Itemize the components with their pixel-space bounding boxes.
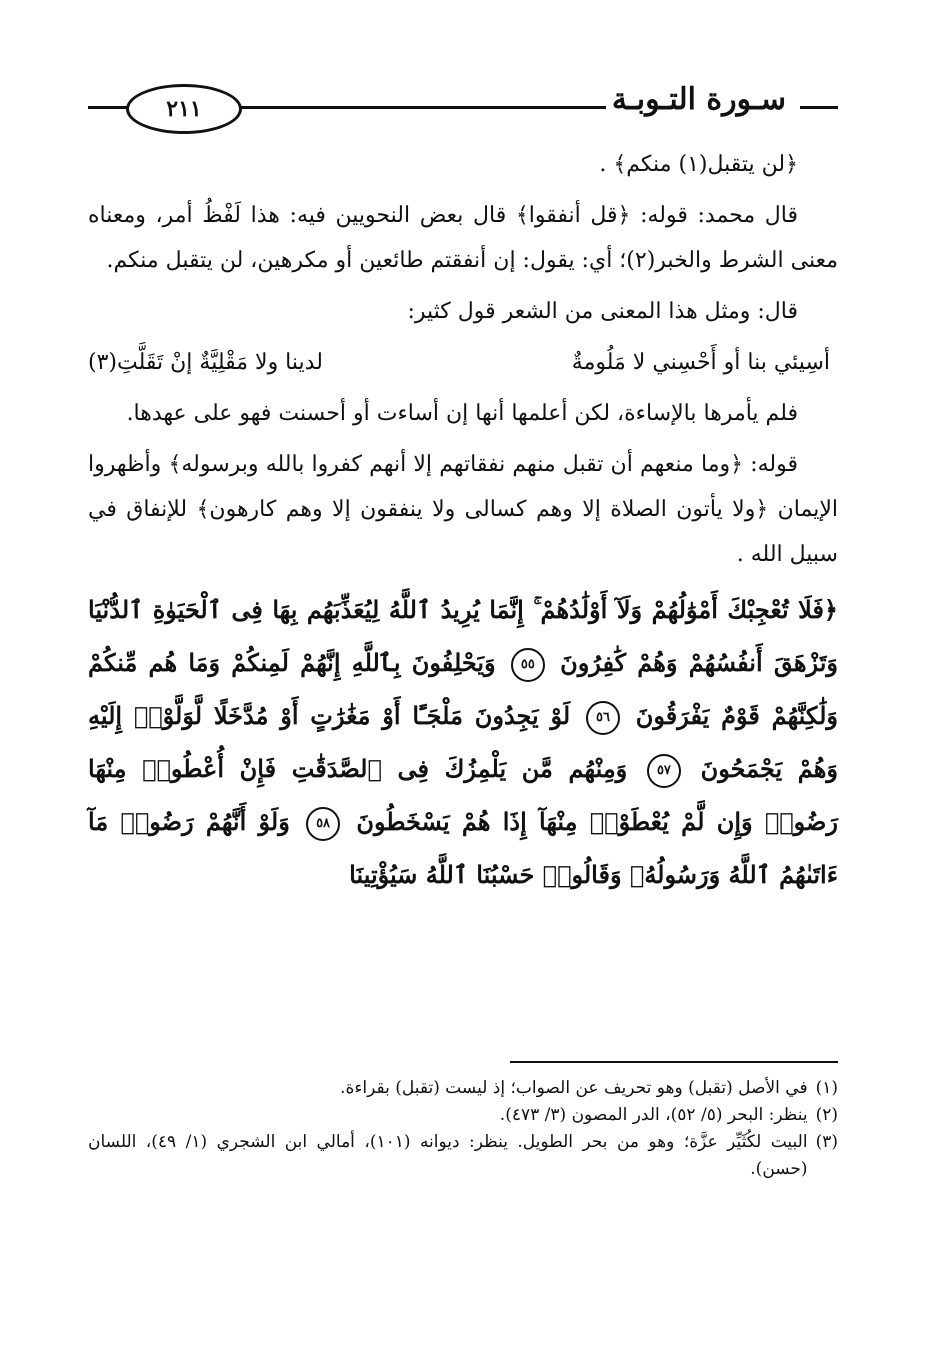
surah-title: سـورة التـوبـة bbox=[606, 82, 792, 117]
paragraph: فلم يأمرها بالإساءة، لكن أعلمها أنها إن أساءت أو أحسنت فهو على عهدها. bbox=[126, 401, 798, 426]
running-header bbox=[88, 78, 838, 134]
footnote-number: (١) bbox=[815, 1078, 838, 1098]
page bbox=[88, 78, 838, 901]
footnotes bbox=[88, 1075, 838, 1183]
paragraph: قال محمد: قوله: ﴿قل أنفقوا﴾ قال بعض النحويين فيه: هذا لَفْظُ أمر، ومعناه معنى الشرط والخبر(٢)؛ أي: يقول: إن أنفقتم طائعين أو مكرهين، لن يتقبل منكم. bbox=[88, 203, 838, 273]
verse-first-hemistich: أسِيئي بنا أو أَحْسِني لا مَلُومةٌ bbox=[571, 350, 830, 375]
footnote-text: ينظر: البحر (٥/ ٥٢)، الدر المصون (٣/ ٤٧٣). bbox=[499, 1105, 808, 1125]
quran-segment: وَلَوْ أَنَّهُمْ رَضُوا۟ مَآ ءَاتَىٰهُمُ ٱللَّهُ وَرَسُولُهُۥ وَقَالُوا۟ حَسْبُنَا ٱللَّهُ سَيُؤْتِينَا bbox=[88, 807, 838, 889]
footnote-text: في الأصل (تقبل) وهو تحريف عن الصواب؛ إذ ليست (تقبل) بقراءة. bbox=[340, 1078, 808, 1098]
quran-segment: ﴿فَلَا تُعْجِبْكَ أَمْوَٰلُهُمْ وَلَآ أَوْلَٰدُهُمْ ۚ إِنَّمَا يُرِيدُ ٱللَّهُ لِيُعَذِّبَهُم بِهَا فِى ٱلْحَيَوٰةِ ٱلدُّنْيَا وَتَزْهَقَ أَنفُسُهُمْ وَهُمْ كَٰفِرُونَ bbox=[88, 595, 839, 677]
footnote-text: البيت لكُثَيِّر عزَّة؛ وهو من بحر الطويل. ينظر: ديوانه (١٠١)، أمالي ابن الشجري (١/ ٤٩)، اللسان (حسن). bbox=[88, 1132, 808, 1179]
verse-second-hemistich: لدينا ولا مَقْلِيَّةٌ إنْ تَقَلَّتِ(٣) bbox=[88, 350, 323, 375]
footnote bbox=[88, 1129, 838, 1183]
paragraph: ﴿لن يتقبل(١) منكم﴾ . bbox=[599, 152, 798, 177]
main-text bbox=[88, 142, 838, 577]
page-number: ٢١١ bbox=[126, 84, 242, 134]
footnote-number: (٢) bbox=[815, 1105, 838, 1125]
quran-segment: لَوْ يَجِدُونَ مَلْجَـًٔا أَوْ مَغَٰرَٰتٍ أَوْ مُدَّخَلًا لَّوَلَّوْا۟ إِلَيْهِ وَهُمْ يَجْمَحُونَ bbox=[88, 701, 839, 783]
quran-segment: وَيَحْلِفُونَ بِٱللَّهِ إِنَّهُمْ لَمِنكُمْ وَمَا هُم مِّنكُمْ وَلَٰكِنَّهُمْ قَوْمٌ يَفْرَقُونَ bbox=[88, 648, 839, 730]
footnote-number: (٣) bbox=[815, 1132, 838, 1152]
footnote-rule bbox=[510, 1061, 838, 1063]
ayah-number-icon: ٥٥ bbox=[511, 648, 545, 682]
ayah-number-icon: ٥٦ bbox=[586, 701, 620, 735]
footnote bbox=[88, 1102, 838, 1129]
poetry-verse bbox=[88, 340, 838, 385]
footnote bbox=[88, 1075, 838, 1102]
header-rule bbox=[800, 106, 838, 109]
ayah-number-icon: ٥٧ bbox=[647, 754, 681, 788]
quran-passage bbox=[88, 583, 838, 901]
paragraph: قوله: ﴿وما منعهم أن تقبل منهم نفقاتهم إلا أنهم كفروا بالله وبرسوله﴾ وأظهروا الإيمان ﴿ولا يأتون الصلاة إلا وهم كسالى ولا ينفقون إلا وهم كارهون﴾ للإنفاق في سبيل الله . bbox=[88, 452, 838, 567]
ayah-number-icon: ٥٨ bbox=[306, 807, 340, 841]
quran-segment: وَمِنْهُم مَّن يَلْمِزُكَ فِى ٱلصَّدَقَٰتِ فَإِنْ أُعْطُوا۟ مِنْهَا رَضُوا۟ وَإِن لَّمْ يُعْطَوْا۟ مِنْهَآ إِذَا هُمْ يَسْخَطُونَ bbox=[88, 754, 839, 836]
paragraph: قال: ومثل هذا المعنى من الشعر قول كثير: bbox=[407, 299, 798, 324]
